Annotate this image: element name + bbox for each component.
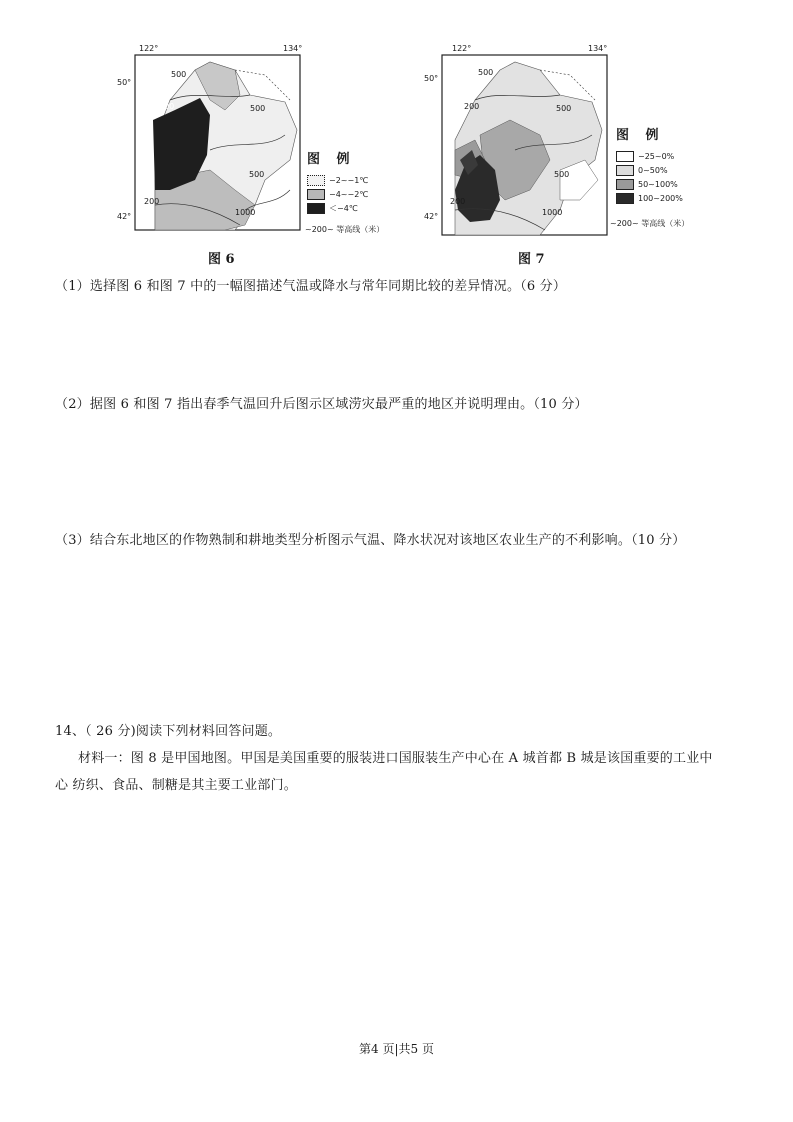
fig6-legend-item (307, 201, 397, 215)
fig6-contour-label: 200 (144, 197, 160, 206)
fig6-legend-swatch (307, 175, 325, 186)
fig6-legend-label: −2~−1℃ (329, 175, 369, 185)
fig7-legend-label: −25~0% (638, 151, 675, 161)
fig6-legend-label: ＜−4℃ (329, 203, 358, 213)
question-14-title: 14、（ 26 分)阅读下列材料回答问题。 (55, 724, 282, 739)
fig6-contour-label: 500 (171, 70, 187, 79)
fig7-caption: 图 7 (518, 252, 545, 267)
fig7-contour-label: 1000 (542, 208, 563, 217)
fig7-legend-swatch (616, 179, 634, 190)
fig6-caption: 图 6 (208, 252, 235, 267)
fig7-legend-label: 100~200% (638, 193, 683, 203)
fig7-contour-label: 200 (450, 197, 466, 206)
fig6-legend (307, 148, 397, 215)
page-footer: 第4 页|共5 页 (359, 1042, 434, 1056)
fig7-lon-right: 134° (588, 44, 608, 53)
fig7-lon-left: 122° (452, 44, 472, 53)
fig6-contour-label: 1000 (235, 208, 256, 217)
figure-7 (420, 40, 695, 267)
fig6-legend-label: −4~−2℃ (329, 189, 369, 199)
fig7-legend-title: 图 例 (616, 128, 665, 143)
fig6-contour-note: ~200~ 等高线（米） (305, 225, 385, 234)
fig7-legend-label: 50~100% (638, 179, 678, 189)
question-1: （1）选择图 6 和图 7 中的一幅图描述气温或降水与常年同期比较的差异情况。（6 分） (55, 279, 567, 294)
fig7-legend-item (616, 149, 694, 163)
fig7-legend-swatch (616, 193, 634, 204)
fig6-contour-label: 500 (250, 104, 266, 113)
fig7-legend-label: 0~50% (638, 165, 668, 175)
material-1-line-2: 心 纺织、食品、制糖是其主要工业部门。 (55, 778, 297, 793)
question-2: （2）据图 6 和图 7 指出春季气温回升后图示区域涝灾最严重的地区并说明理由。（10 分） (55, 397, 588, 412)
material-1-line-1: 材料一：图 8 是甲国地图。甲国是美国重要的服装进口国服装生产中心在 A 城首都 B 城是该国重要的工业中 (78, 751, 713, 766)
fig7-legend-item (616, 177, 694, 191)
fig7-contour-note: ~200~ 等高线（米） (610, 219, 690, 228)
fig6-lat-top: 50° (117, 78, 132, 87)
fig6-lon-right: 134° (283, 44, 303, 53)
fig6-contour-label: 500 (249, 170, 265, 179)
fig7-lat-bottom: 42° (424, 212, 439, 221)
fig6-legend-item (307, 187, 397, 201)
fig6-legend-swatch (307, 189, 325, 200)
fig7-legend (616, 124, 694, 205)
fig7-contour-label: 500 (554, 170, 570, 179)
fig7-legend-item (616, 191, 694, 205)
fig7-contour-label: 500 (478, 68, 494, 77)
fig7-contour-label: 200 (464, 102, 480, 111)
fig6-lon-left: 122° (139, 44, 159, 53)
figure-6 (115, 40, 385, 267)
fig6-lat-bottom: 42° (117, 212, 132, 221)
fig6-legend-title: 图 例 (307, 152, 356, 167)
question-3: （3）结合东北地区的作物熟制和耕地类型分析图示气温、降水状况对该地区农业生产的不利影响。（10 分） (55, 533, 686, 548)
fig7-contour-label: 500 (556, 104, 572, 113)
fig6-legend-swatch (307, 203, 325, 214)
fig7-lat-top: 50° (424, 74, 439, 83)
fig7-legend-item (616, 163, 694, 177)
fig6-legend-item (307, 173, 397, 187)
fig6-contour-label: 200 (159, 102, 175, 111)
fig7-legend-swatch (616, 151, 634, 162)
fig7-legend-swatch (616, 165, 634, 176)
